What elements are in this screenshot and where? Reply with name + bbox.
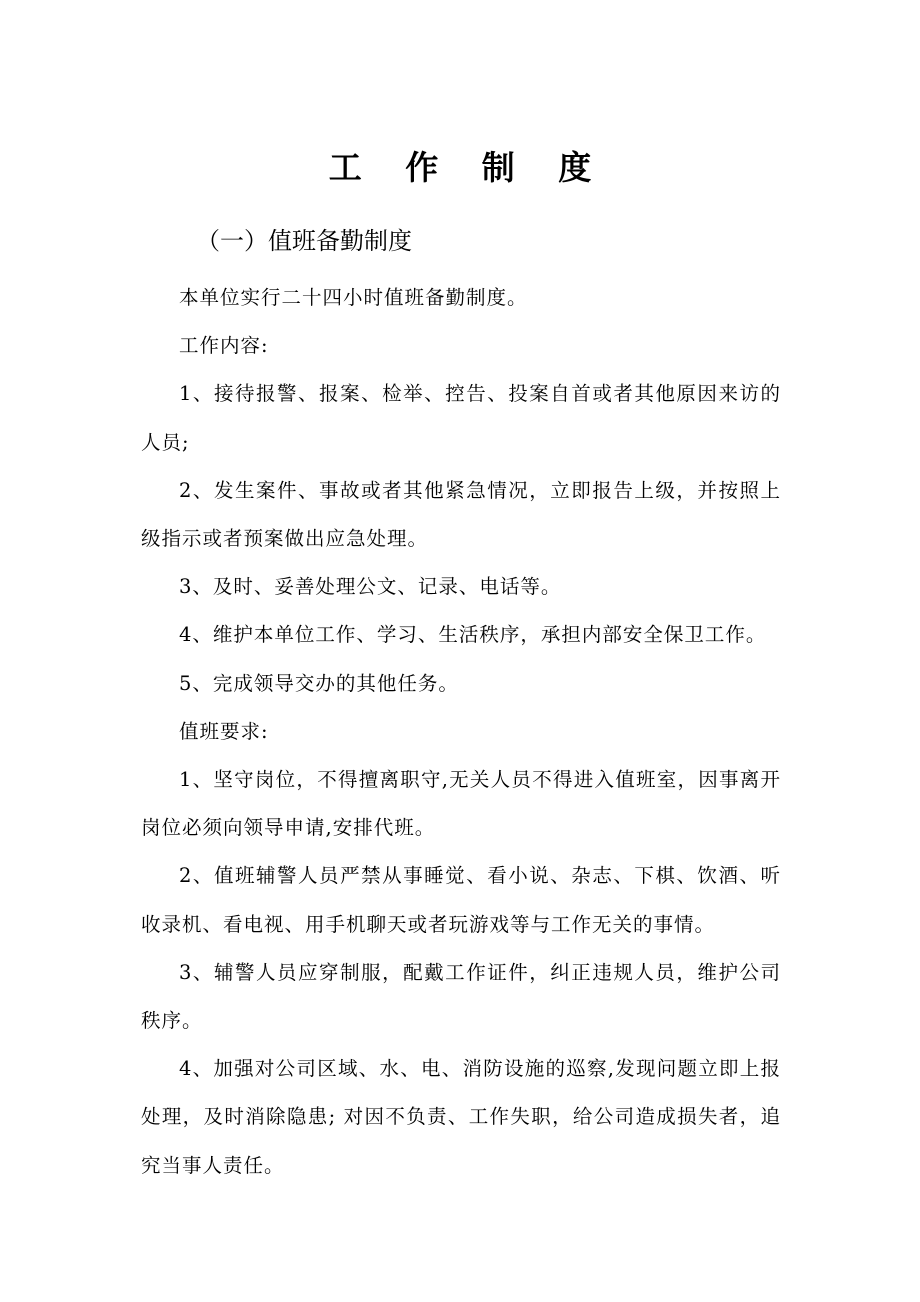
paragraph-duty-item-2: 2、值班辅警人员严禁从事睡觉、看小说、杂志、下棋、饮酒、听收录机、看电视、用手机聊天或者玩游戏等与工作无关的事情。 <box>141 864 781 936</box>
section-heading: （一）值班备勤制度 <box>196 227 412 255</box>
paragraph-duty-requirements-heading: 值班要求: <box>179 719 269 743</box>
paragraph-work-content-heading: 工作内容: <box>179 334 269 358</box>
paragraph-duty-item-4: 4、加强对公司区域、水、电、消防设施的巡察,发现问题立即上报处理，及时消除隐患; 对因不负责、工作失职，给公司造成损失者，追究当事人责任。 <box>141 1057 781 1177</box>
paragraph-work-item-3: 3、及时、妥善处理公文、记录、电话等。 <box>179 575 562 599</box>
paragraph-work-item-5: 5、完成领导交办的其他任务。 <box>179 671 459 695</box>
paragraph-duty-item-3: 3、辅警人员应穿制服，配戴工作证件，纠正违规人员，维护公司秩序。 <box>141 960 781 1033</box>
paragraph-work-item-2: 2、发生案件、事故或者其他紧急情况，立即报告上级，并按照上级指示或者预案做出应急处理。 <box>141 478 781 551</box>
document-body <box>141 274 781 1190</box>
paragraph-work-item-1: 1、接待报警、报案、检举、控告、投案自首或者其他原因来访的人员; <box>141 382 781 454</box>
document-title: 工 作 制 度 <box>328 148 608 187</box>
paragraph-intro: 本单位实行二十四小时值班备勤制度。 <box>179 286 528 309</box>
paragraph-work-item-4: 4、维护本单位工作、学习、生活秩序，承担内部安全保卫工作。 <box>179 623 767 647</box>
paragraph-duty-item-1: 1、坚守岗位，不得擅离职守,无关人员不得进入值班室，因事离开岗位必须向领导申请,安排代班。 <box>141 768 781 840</box>
